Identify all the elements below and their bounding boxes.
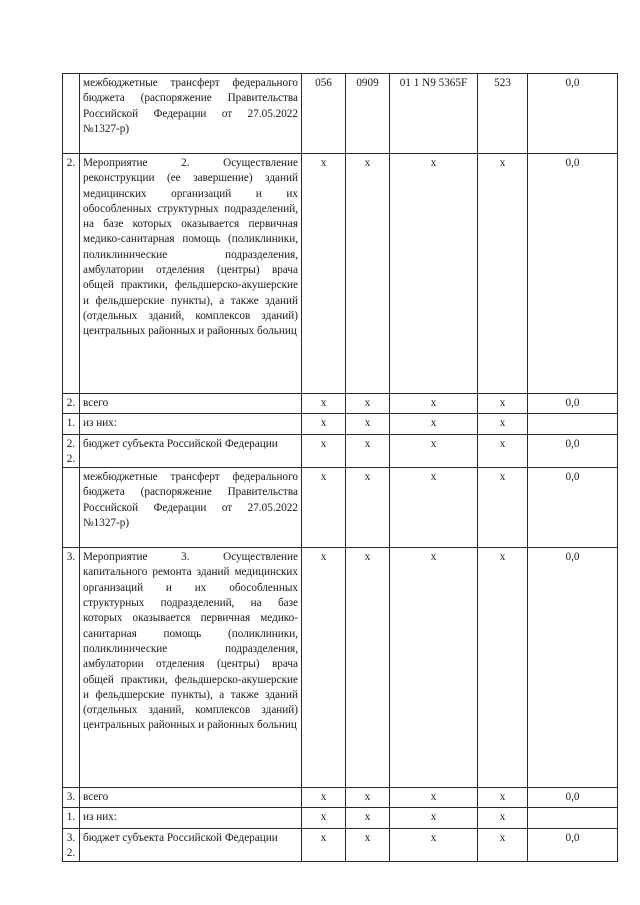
target-article-cell: х: [390, 468, 478, 548]
table-row: [63, 788, 618, 808]
row-number-cell: [63, 394, 80, 414]
description-cell: бюджет субъекта Российской Федерации: [80, 828, 302, 862]
section-cell: х: [346, 548, 390, 788]
description-cell: межбюджетные трансферт федерального бюджета (распоряжение Правительства Российской Федерации от 27.05.2022 №1327-р): [80, 74, 302, 154]
expense-type-cell: х: [478, 434, 528, 468]
code-cell: х: [302, 548, 346, 788]
section-cell: 0909: [346, 74, 390, 154]
row-number-part: 2.: [66, 397, 76, 409]
section-cell: х: [346, 414, 390, 434]
table-row: [63, 74, 618, 154]
expense-type-cell: х: [478, 154, 528, 394]
expense-type-cell: х: [478, 548, 528, 788]
description-cell: Мероприятие 3. Осуществление капитального ремонта зданий медицинских организаций и их обособленных структурных подразделений, на базе которых оказывается первичная медико-санитарная помощь (поликлиники, поликлинические подразделения, амбулатории отделения (центры) врача общей практики, фельдшерско-акушерские и фельдшерские пункты), а также зданий (отдельных зданий, комплексов зданий) центральных районных и районных больниц: [80, 548, 302, 788]
target-article-cell: х: [390, 414, 478, 434]
row-number-cell: [63, 808, 80, 828]
expense-type-cell: х: [478, 414, 528, 434]
budget-table: [62, 73, 618, 862]
section-cell: х: [346, 808, 390, 828]
code-cell: 056: [302, 74, 346, 154]
table-row: [63, 808, 618, 828]
target-article-cell: 01 1 N9 5365F: [390, 74, 478, 154]
section-cell: х: [346, 434, 390, 468]
description-cell: всего: [80, 788, 302, 808]
code-cell: х: [302, 434, 346, 468]
expense-type-cell: х: [478, 468, 528, 548]
amount-cell: 0,0: [528, 788, 618, 808]
row-number-cell: [63, 788, 80, 808]
amount-cell: [528, 414, 618, 434]
table-row: [63, 414, 618, 434]
code-cell: х: [302, 394, 346, 414]
code-cell: х: [302, 414, 346, 434]
description-cell: Мероприятие 2. Осуществление реконструкции (ее завершение) зданий медицинских организаций и их обособленных структурных подразделений, на базе которых оказывается первичная медико-санитарная помощь (поликлиники, поликлинические подразделения, амбулатории отделения (центры) врача общей практики, фельдшерско-акушерские и фельдшерские пункты), а также зданий (отдельных зданий, комплексов зданий) центральных районных и районных больниц: [80, 154, 302, 394]
row-number-cell: [63, 414, 80, 434]
expense-type-cell: х: [478, 394, 528, 414]
code-cell: х: [302, 808, 346, 828]
target-article-cell: х: [390, 828, 478, 862]
row-number-part: 3.: [66, 551, 76, 564]
code-cell: х: [302, 468, 346, 548]
code-cell: х: [302, 154, 346, 394]
expense-type-cell: х: [478, 788, 528, 808]
target-article-cell: х: [390, 394, 478, 414]
row-number-part: 3.: [66, 831, 76, 844]
table-row: [63, 548, 618, 788]
row-number-part: 2.: [66, 452, 76, 465]
section-cell: х: [346, 154, 390, 394]
row-number-cell: [63, 828, 80, 862]
description-cell: из них:: [80, 414, 302, 434]
expense-type-cell: х: [478, 808, 528, 828]
expense-type-cell: х: [478, 828, 528, 862]
row-number-part: 1.: [66, 417, 76, 430]
target-article-cell: х: [390, 434, 478, 468]
amount-cell: 0,0: [528, 434, 618, 468]
table-row: [63, 434, 618, 468]
row-number-part: 3.: [66, 791, 76, 804]
target-article-cell: х: [390, 788, 478, 808]
row-number-cell: [63, 154, 80, 394]
target-article-cell: х: [390, 154, 478, 394]
amount-cell: 0,0: [528, 548, 618, 788]
section-cell: х: [346, 788, 390, 808]
row-number-part: 1.: [66, 811, 76, 824]
code-cell: х: [302, 788, 346, 808]
description-cell: всего: [80, 394, 302, 414]
target-article-cell: х: [390, 548, 478, 788]
row-number-part: 2.: [66, 847, 76, 860]
table-row: [63, 828, 618, 862]
description-cell: межбюджетные трансферт федерального бюджета (распоряжение Правительства Российской Федерации от 27.05.2022 №1327-р): [80, 468, 302, 548]
target-article-cell: х: [390, 808, 478, 828]
amount-cell: 0,0: [528, 468, 618, 548]
table-row: [63, 468, 618, 548]
code-cell: х: [302, 828, 346, 862]
description-cell: из них:: [80, 808, 302, 828]
amount-cell: 0,0: [528, 828, 618, 862]
row-number-part: 2.: [66, 437, 76, 450]
amount-cell: 0,0: [528, 74, 618, 154]
row-number-cell: [63, 74, 80, 154]
table-row: [63, 154, 618, 394]
row-number-cell: [63, 434, 80, 468]
row-number-cell: [63, 468, 80, 548]
description-cell: бюджет субъекта Российской Федерации: [80, 434, 302, 468]
row-number-cell: [63, 548, 80, 788]
table-row: [63, 394, 618, 414]
section-cell: х: [346, 828, 390, 862]
expense-type-cell: 523: [478, 74, 528, 154]
row-number-part: 2.: [66, 157, 76, 169]
section-cell: х: [346, 394, 390, 414]
section-cell: х: [346, 468, 390, 548]
amount-cell: 0,0: [528, 394, 618, 414]
amount-cell: [528, 808, 618, 828]
amount-cell: 0,0: [528, 154, 618, 394]
